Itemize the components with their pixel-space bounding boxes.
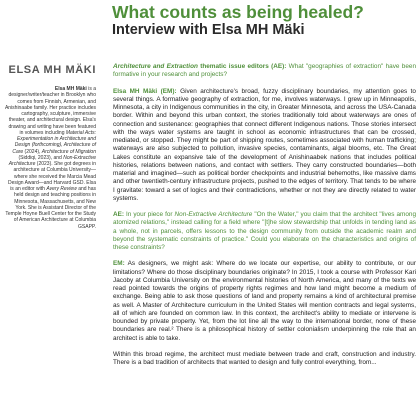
question-2-italic: Non-Extractive Architecture xyxy=(174,211,253,218)
bio-name: Elsa MH Mäki xyxy=(54,86,87,92)
bio-book-2: Architecture of Migration xyxy=(41,148,96,155)
question-2-text-a: In your piece for xyxy=(124,211,175,218)
page-fade xyxy=(0,410,420,420)
answer-2-continued: Within this broad regime, the architect must mediate between trade and craft, construction and industry. There is a bad tradition of architects that wanted to design and fully control everything, from... xyxy=(113,350,416,366)
question-2 xyxy=(113,211,416,252)
author-sidebar xyxy=(4,63,96,230)
bio-text-1: is a designer/writer/teacher in Brooklyn who comes from Finnish, Armenian, and Anishinaabe family. Her practice includes cartography, sculpture, immersive theater, and architectural design. Elsa's drawing and writing have been featured in volumes including xyxy=(4,86,96,136)
article-title: What counts as being healed? xyxy=(112,2,364,22)
author-name-heading: ELSA MH MÄKI xyxy=(8,64,96,76)
bio-text-2: (2024), xyxy=(23,148,42,155)
speaker-ae-tail: thematic issue editors (AE): xyxy=(197,63,287,70)
author-bio xyxy=(4,86,96,230)
bio-book-1: Material Acts: Experimentation in Architecture and Design (forthcoming), Architecture of Care xyxy=(12,129,96,155)
article-header xyxy=(112,3,418,39)
answer-1 xyxy=(113,88,416,204)
bio-text-4: (2023). She got degrees in architecture at Columbia University—where she received the Marcia Mead Design Award—and Harvard GSD. Elsa is an editor with xyxy=(7,161,96,192)
question-1 xyxy=(113,63,416,80)
speaker-ae-italic: Architecture and Extraction xyxy=(113,63,198,70)
interview-body xyxy=(113,63,416,375)
bio-text-5: and has held design and teaching positions in Minnesota, Massachusetts, and New York. She is Assistant Director of the Temple Hoyne Buell Center for the Study of American Architecture at Columbia GSAPP. xyxy=(5,186,96,230)
question-1-text: What "geographies of extraction" have been formative in your research and projects? xyxy=(113,63,416,79)
speaker-em: Elsa MH Mäki (EM): xyxy=(113,87,177,95)
bio-book-3: Non-Extractive Architecture xyxy=(8,154,96,167)
answer-2 xyxy=(113,260,416,343)
article-subtitle: Interview with Elsa MH Mäki xyxy=(112,22,305,38)
answer-2-text: As designers, we might ask: Where do we locate our expertise, our ability to contribute, or our limitations? Where do those disciplinary boundaries originate? In 2015, I took a course with Professor Kari Jacoby at Columbia University on the environmental histories of North America, and many of the texts we read pointed towards the origins of property rights regimes and how land might become a medium of exchange. Being able to ask those questions of land and property remains a kind of architectural premise as well. A Master of Architecture curriculum in the United States will mention contracts and legal systems, all of which are founded on common law. In this context, the architect's ability to mediate or intervene is bounded by private property. Yet, from the lot line all the way to the international border, none of these boundaries are real.² There is a philosophical history of settler colonialism underpinning the role that an architect is able to take. xyxy=(113,260,416,342)
speaker-ae xyxy=(113,63,286,70)
answer-1-text: Given architecture's broad, fuzzy disciplinary boundaries, my attention goes to several things. A formative geography of extraction, for me, involves waterways. I grew up in Minneapolis, Minnesota, a city in Indigenous communities in the city, in Greater Minnesota, and across the USA-Canada border. Within and beyond this urban context, the stories traditionally told about waterways are ones of connection and sustenance: geographies that connect different Indigenous nations. Those stories intersect with the ways water systems are taught in school as economic infrastructures that can be crossed, mediated, or stopped. They might be part of shipping routes, sometimes associated with human trafficking; waterways are also subjected to pollution, invasive species, contaminants, algal blooms, etc. The Great Lakes constitute an expansive tale of the development of Anishinaabek nations that includes political histories, relations between nations, and contact with settlers. They carry constructed boundaries—both material and imagined—such as political border checkpoints and industrial behemoths, like massive dams and other twentieth-century infrastructure projects, pushed to the edges of territory. That tends to be where I gravitate: toward a set of logics and their contradictions, whether or not they are directly related to water systems. xyxy=(113,87,416,202)
speaker-ae-2: AE: xyxy=(113,211,125,218)
question-2-text-b: "On the Water," you claim that the architect "lives among atomized relations," instead calling for a field where "[t]he slow stewardship that unfolds in tending land as a whole, not in parcels, offers lessons to the design community from outside the academic realm and beyond the systematic constraints of practice." Could you elaborate on the characteristics and origins of these constraints? xyxy=(113,211,417,251)
bio-text-3: (Siddiqi, 2023), and xyxy=(18,154,64,161)
speaker-em-2: EM: xyxy=(113,260,125,268)
bio-book-4: Avery Review xyxy=(46,186,77,192)
question-2-text xyxy=(113,211,416,251)
